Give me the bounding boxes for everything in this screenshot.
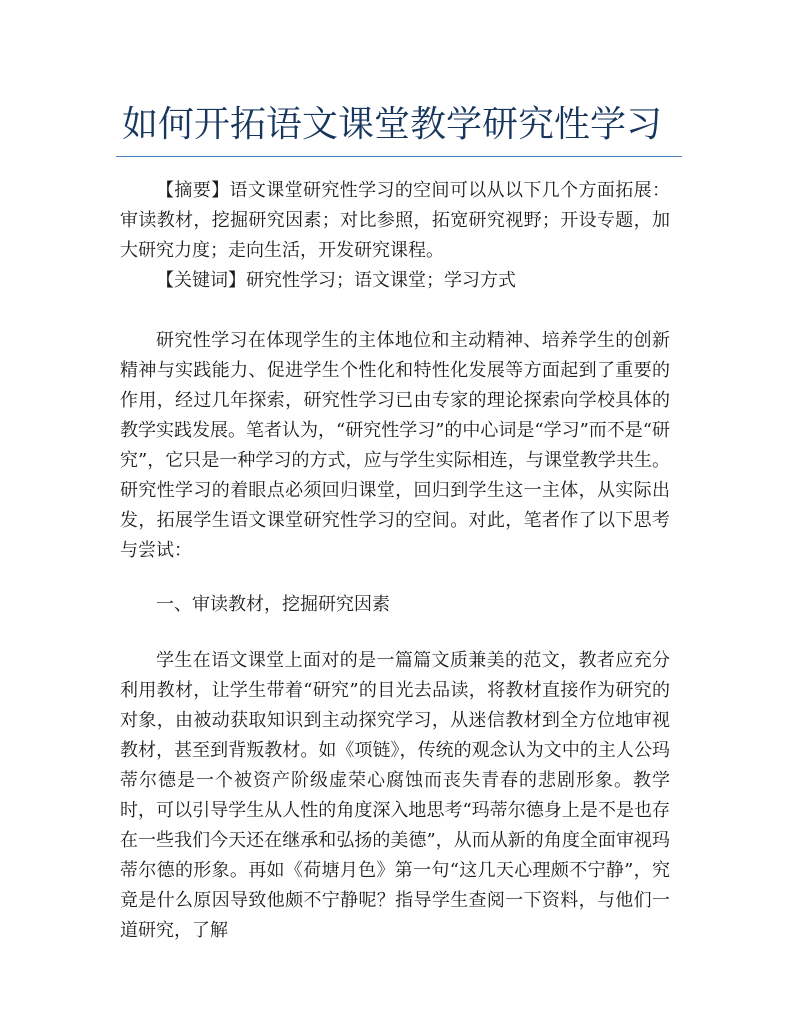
abstract-paragraph: 【摘要】语文课堂研究性学习的空间可以从以下几个方面拓展：审读教材，挖掘研究因素；对比参照，拓宽研究视野；开设专题，加大研究力度；走向生活，开发研究课程。 xyxy=(120,180,670,261)
keywords-paragraph: 【关键词】研究性学习；语文课堂；学习方式 xyxy=(156,270,516,291)
body-paragraph: 研究性学习在体现学生的主体地位和主动精神、培养学生的创新精神与实践能力、促进学生个性化和特性化发展等方面起到了重要的作用，经过几年探索，研究性学习已由专家的理论探索向学校具体的教学实践发展。笔者认为，“研究性学习”的中心词是“学习”而不是“研究”，它只是一种学习的方式，应与学生实际相连，与课堂教学共生。研究性学习的着眼点必须回归课堂，回归到学生这一主体，从实际出发，拓展学生语文课堂研究性学习的空间。对此，笔者作了以下思考与尝试： xyxy=(120,330,671,561)
section-heading: 一、审读教材，挖掘研究因素 xyxy=(156,594,390,615)
document-title: 如何开拓语文课堂教学研究性学习 xyxy=(122,104,663,145)
title-underline xyxy=(116,156,682,157)
body-paragraph: 学生在语文课堂上面对的是一篇篇文质兼美的范文，教者应充分利用教材，让学生带着“研究”的目光去品读，将教材直接作为研究的对象，由被动获取知识到主动探究学习，从迷信教材到全方位地审视教材，甚至到背叛教材。如《项链》，传统的观念认为文中的主人公玛蒂尔德是一个被资产阶级虚荣心腐蚀而丧失青春的悲剧形象。教学时，可以引导学生从人性的角度深入地思考“玛蒂尔德身上是不是也存在一些我们今天还在继承和弘扬的美德”，从而从新的角度全面审视玛蒂尔德的形象。再如《荷塘月色》第一句“这几天心理颇不宁静”，究竟是什么原因导致他颇不宁静呢？指导学生查阅一下资料，与他们一道研究，了解 xyxy=(120,650,670,941)
